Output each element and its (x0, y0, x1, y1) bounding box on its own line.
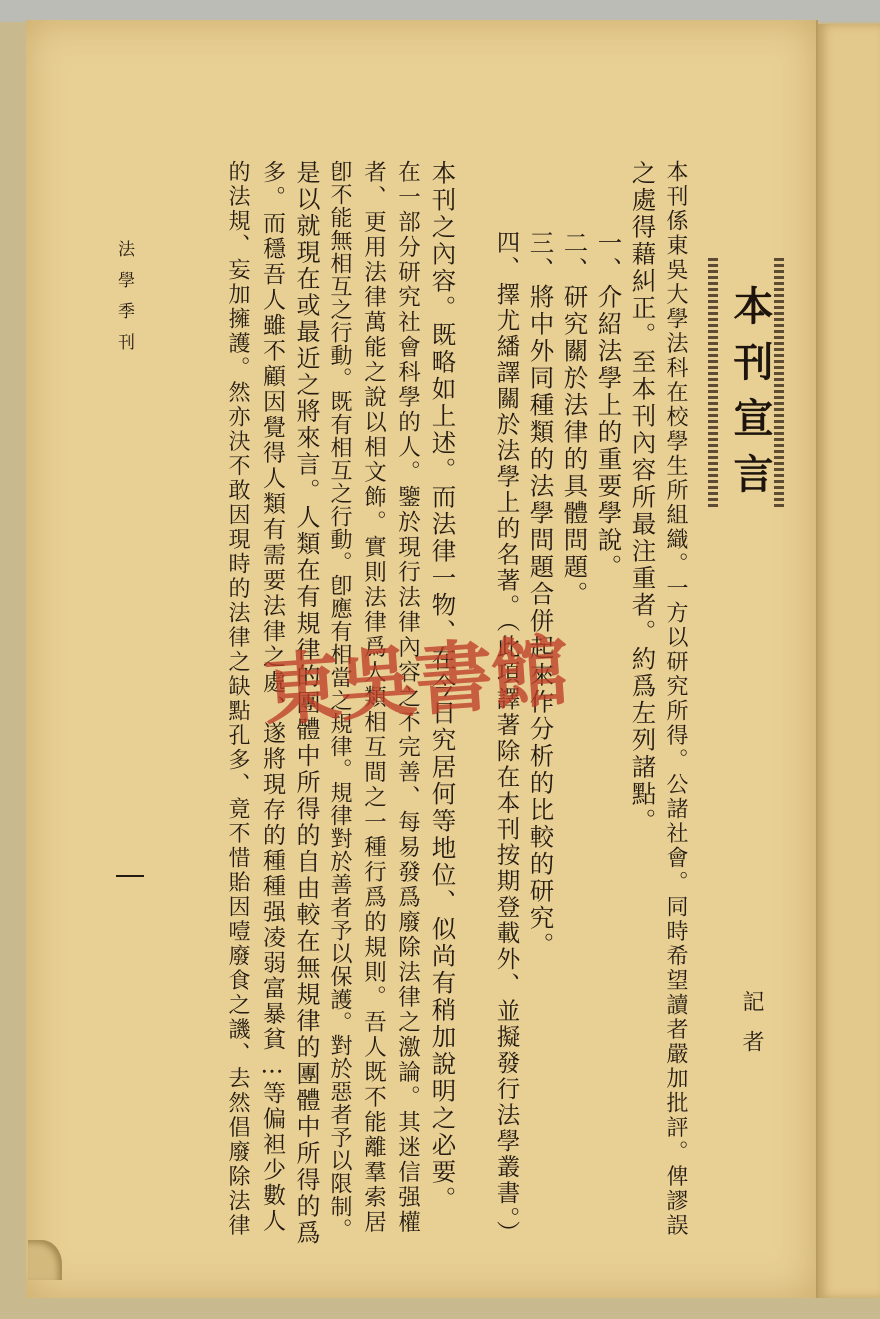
text-column: 四、擇尤繙譯關於法學上的名著。（此項譯著除在本刊按期登載外、並擬發行法學叢書。） (492, 230, 521, 1247)
text-column: 本刊之內容。既略如上述。而法律一物、在今日究居何等地位、似尚有稍加說明之必要。 (428, 160, 458, 1213)
scan-background (0, 0, 880, 22)
author-byline: 記者 (739, 990, 764, 1070)
text-column: 者、更用法律萬能之說以相文飾。實則法律爲人類相互間之一種行爲的規則。吾人既不能離羣索居 (360, 160, 387, 1235)
text-column: 之處得藉糾正。至本刊內容所最注重者。約爲左列諸點。 (628, 160, 658, 835)
text-column: 在一部分研究社會科學的人。鑒於現行法律內容之不完善、每易發爲廢除法律之激論。其迷信强權 (394, 160, 421, 1235)
text-column: 多。而穩吾人雖不顧因覺得人類有需要法律之處、遂將現存的種種强凌弱富暴貧…等偏袒少數人 (259, 160, 285, 1234)
text-column: 三、將中外同種類的法學問題合併起來作分析的比較的研究。 (526, 230, 556, 959)
text-column: 二、研究關於法律的具體問題。 (560, 230, 590, 608)
text-column: 是以就現在或最近之將來言。人類在有規律的團體中所得的自由較在無規律的團體中所得的爲 (292, 160, 320, 1247)
text-column: 本刊係東吳大學法科在校學生所組織。一方以研究所得。公諸社會。同時希望讀者嚴加批評。俾謬誤 (663, 160, 688, 1238)
text-column: 的法規、妄加擁護。然亦決不敢因現時的法律之缺點孔多、竟不惜貽因噎廢食之譏、去然倡廢除法律 (225, 160, 250, 1238)
text-column: 卽不能無相互之行動。既有相互之行動。卽應有相當之規律。規律對於善者予以保護。對於惡者予以限制。 (327, 160, 352, 1241)
page-title: 本刊宣言 (727, 285, 774, 509)
text-column: 一、介紹法學上的重要學說。 (594, 230, 624, 581)
adjacent-page-edge (818, 24, 880, 1298)
watermark-text: 東吳書館 (260, 625, 570, 738)
title-ornament-right (708, 258, 718, 510)
page-number (116, 875, 144, 877)
journal-running-head: 法學季刊 (114, 240, 134, 364)
